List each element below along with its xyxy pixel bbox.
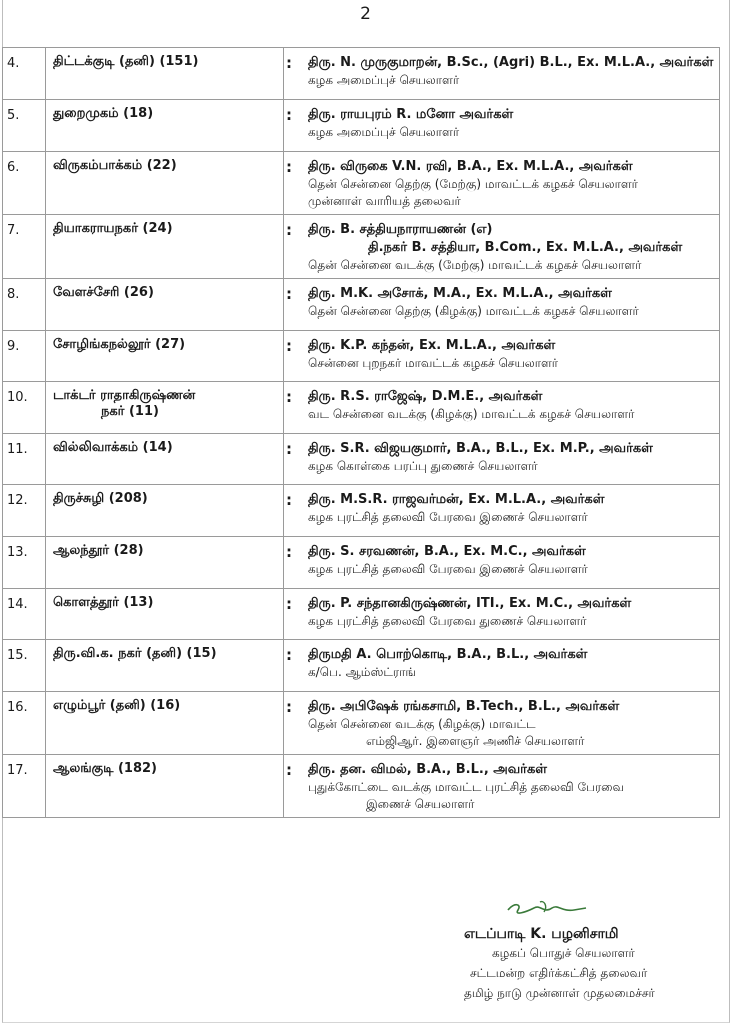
- separator-colon: :: [284, 279, 295, 331]
- row-number: 15.: [3, 640, 46, 692]
- table-row: [3, 279, 720, 331]
- candidate-role: கழக அமைப்புச் செயலாளர்: [308, 73, 460, 87]
- candidate-role: கழக அமைப்புச் செயலாளர்: [308, 125, 460, 139]
- candidate-name: தி.நகர் B. சத்தியா, B.Com., Ex. M.L.A., அவர்கள்: [368, 240, 683, 255]
- constituency-name: வேளச்சேரி (26): [53, 285, 154, 300]
- table-row: [3, 640, 720, 692]
- candidate-cell: [294, 692, 720, 755]
- candidate-name: திரு. அபிஷேக் ரங்கசாமி, B.Tech., B.L., அவர்கள்: [308, 699, 620, 714]
- candidate-name: திரு. M.K. அசோக், M.A., Ex. M.L.A., அவர்கள்: [308, 286, 612, 301]
- candidate-cell: [294, 100, 720, 152]
- constituency-cell: [46, 692, 284, 755]
- candidate-name: திரு. P. சந்தானகிருஷ்ணன், ITI., Ex. M.C., அவர்கள்: [308, 596, 632, 611]
- constituency-cell: [46, 279, 284, 331]
- table-row: [3, 152, 720, 215]
- row-number: 8.: [3, 279, 46, 331]
- separator-colon: :: [284, 215, 295, 279]
- candidate-cell: [294, 434, 720, 485]
- table-row: [3, 692, 720, 755]
- candidate-role: தென் சென்னை வடக்கு (மேற்கு) மாவட்டக் கழகச் செயலாளர்: [308, 258, 642, 272]
- candidate-cell: [294, 48, 720, 100]
- row-number: 7.: [3, 215, 46, 279]
- row-number: 11.: [3, 434, 46, 485]
- candidate-name: திரு. B. சத்தியநாராயணன் (எ): [308, 222, 493, 237]
- table-row: [3, 434, 720, 485]
- candidate-role: க/பெ. ஆம்ஸ்ட்ராங்: [308, 665, 416, 679]
- signatory-name: எடப்பாடி K. பழனிசாமி: [464, 926, 619, 942]
- separator-colon: :: [284, 589, 295, 640]
- candidate-name: திரு. N. முருகுமாறன், B.Sc., (Agri) B.L., Ex. M.L.A., அவர்கள்: [308, 55, 714, 70]
- candidate-role: எம்ஜிஆர். இளைஞர் அணிச் செயலாளர்: [366, 734, 585, 748]
- constituency-name: வில்லிவாக்கம் (14): [53, 440, 173, 455]
- constituency-name: திருச்சுழி (208): [53, 491, 148, 506]
- constituency-cell: [46, 382, 284, 434]
- page-number: 2: [360, 4, 371, 24]
- candidate-name: திரு. S.R. விஜயகுமார், B.A., B.L., Ex. M.P., அவர்கள்: [308, 441, 653, 456]
- separator-colon: :: [284, 382, 295, 434]
- candidate-role: புதுக்கோட்டை வடக்கு மாவட்ட புரட்சித் தலைவி பேரவை: [308, 780, 624, 794]
- row-number: 5.: [3, 100, 46, 152]
- candidate-role: கழக புரட்சித் தலைவி பேரவை இணைச் செயலாளர்: [308, 562, 588, 576]
- table-row: [3, 100, 720, 152]
- candidate-cell: [294, 331, 720, 382]
- constituency-name: நகர் (11): [101, 404, 159, 419]
- constituency-cell: [46, 100, 284, 152]
- separator-colon: :: [284, 537, 295, 589]
- candidate-cell: [294, 589, 720, 640]
- separator-colon: :: [284, 100, 295, 152]
- row-number: 16.: [3, 692, 46, 755]
- signatory-title-1: கழகப் பொதுச் செயலாளர்: [492, 946, 635, 960]
- constituency-name: சோழிங்கநல்லூர் (27): [53, 337, 186, 352]
- signatory-title-2: சட்டமன்ற எதிர்க்கட்சித் தலைவர்: [470, 966, 648, 980]
- table-row: [3, 48, 720, 100]
- candidate-cell: [294, 640, 720, 692]
- separator-colon: :: [284, 755, 295, 818]
- separator-colon: :: [284, 692, 295, 755]
- candidate-name: திரு. K.P. கந்தன், Ex. M.L.A., அவர்கள்: [308, 338, 556, 353]
- constituency-cell: [46, 434, 284, 485]
- constituency-cell: [46, 48, 284, 100]
- table-row: [3, 537, 720, 589]
- row-number: 9.: [3, 331, 46, 382]
- candidate-name: திரு. R.S. ராஜேஷ், D.M.E., அவர்கள்: [308, 389, 543, 404]
- candidate-name: திரு. தன. விமல், B.A., B.L., அவர்கள்: [308, 762, 548, 777]
- row-number: 17.: [3, 755, 46, 818]
- candidate-role: சென்னை புறநகர் மாவட்டக் கழகச் செயலாளர்: [308, 356, 559, 370]
- constituency-name: திரு.வி.க. நகர் (தனி) (15): [53, 646, 217, 661]
- constituency-name: ஆலங்குடி (182): [53, 761, 157, 776]
- constituency-name: திட்டக்குடி (தனி) (151): [53, 54, 199, 69]
- table-row: [3, 589, 720, 640]
- candidate-role: கழக புரட்சித் தலைவி பேரவை இணைச் செயலாளர்: [308, 510, 588, 524]
- row-number: 10.: [3, 382, 46, 434]
- candidate-name: திரு. S. சரவணன், B.A., Ex. M.C., அவர்கள்: [308, 544, 586, 559]
- row-number: 4.: [3, 48, 46, 100]
- candidate-name: திரு. ராயபுரம் R. மனோ அவர்கள்: [308, 107, 514, 122]
- separator-colon: :: [284, 331, 295, 382]
- candidate-role: முன்னாள் வாரியத் தலைவர்: [308, 194, 461, 208]
- candidate-name: திரு. விருகை V.N. ரவி, B.A., Ex. M.L.A., அவர்கள்: [308, 159, 633, 174]
- constituency-cell: [46, 640, 284, 692]
- table-row: [3, 215, 720, 279]
- candidate-role: தென் சென்னை தெற்கு (கிழக்கு) மாவட்டக் கழகச் செயலாளர்: [308, 304, 639, 318]
- candidate-cell: [294, 215, 720, 279]
- candidate-role: தென் சென்னை வடக்கு (கிழக்கு) மாவட்ட: [308, 717, 536, 731]
- candidate-role: தென் சென்னை தெற்கு (மேற்கு) மாவட்டக் கழகச் செயலாளர்: [308, 177, 638, 191]
- signatory-title-3: தமிழ் நாடு முன்னாள் முதலமைச்சர்: [464, 986, 655, 1000]
- candidate-name: திரு. M.S.R. ராஜவர்மன், Ex. M.L.A., அவர்கள்: [308, 492, 605, 507]
- row-number: 12.: [3, 485, 46, 537]
- table-row: [3, 485, 720, 537]
- row-number: 13.: [3, 537, 46, 589]
- constituency-cell: [46, 215, 284, 279]
- constituency-name: டாக்டர் ராதாகிருஷ்ணன்: [53, 388, 196, 403]
- candidate-cell: [294, 279, 720, 331]
- candidate-role: இணைச் செயலாளர்: [366, 797, 475, 811]
- constituency-name: கொளத்தூர் (13): [53, 595, 154, 610]
- candidate-cell: [294, 382, 720, 434]
- separator-colon: :: [284, 640, 295, 692]
- constituency-cell: [46, 589, 284, 640]
- constituency-name: ஆலந்தூர் (28): [53, 543, 144, 558]
- separator-colon: :: [284, 48, 295, 100]
- constituency-cell: [46, 331, 284, 382]
- separator-colon: :: [284, 485, 295, 537]
- table-row: [3, 755, 720, 818]
- row-number: 6.: [3, 152, 46, 215]
- candidate-role: கழக கொள்கை பரப்பு துணைச் செயலாளர்: [308, 459, 538, 473]
- constituency-cell: [46, 755, 284, 818]
- row-number: 14.: [3, 589, 46, 640]
- constituency-name: விருகம்பாக்கம் (22): [53, 158, 177, 173]
- candidates-table: [2, 47, 720, 818]
- signature-mark: [500, 896, 590, 926]
- constituency-cell: [46, 537, 284, 589]
- candidate-cell: [294, 485, 720, 537]
- constituency-name: எழும்பூர் (தனி) (16): [53, 698, 181, 713]
- constituency-cell: [46, 485, 284, 537]
- constituency-cell: [46, 152, 284, 215]
- candidate-role: கழக புரட்சித் தலைவி பேரவை துணைச் செயலாளர்: [308, 614, 587, 628]
- table-row: [3, 382, 720, 434]
- candidate-cell: [294, 755, 720, 818]
- table-row: [3, 331, 720, 382]
- candidate-role: வட சென்னை வடக்கு (கிழக்கு) மாவட்டக் கழகச் செயலாளர்: [308, 407, 635, 421]
- constituency-name: தியாகராயநகர் (24): [53, 221, 173, 236]
- candidate-name: திருமதி A. பொற்கொடி, B.A., B.L., அவர்கள்: [308, 647, 588, 662]
- constituency-name: துறைமுகம் (18): [53, 106, 154, 121]
- separator-colon: :: [284, 434, 295, 485]
- separator-colon: :: [284, 152, 295, 215]
- candidate-cell: [294, 152, 720, 215]
- candidate-cell: [294, 537, 720, 589]
